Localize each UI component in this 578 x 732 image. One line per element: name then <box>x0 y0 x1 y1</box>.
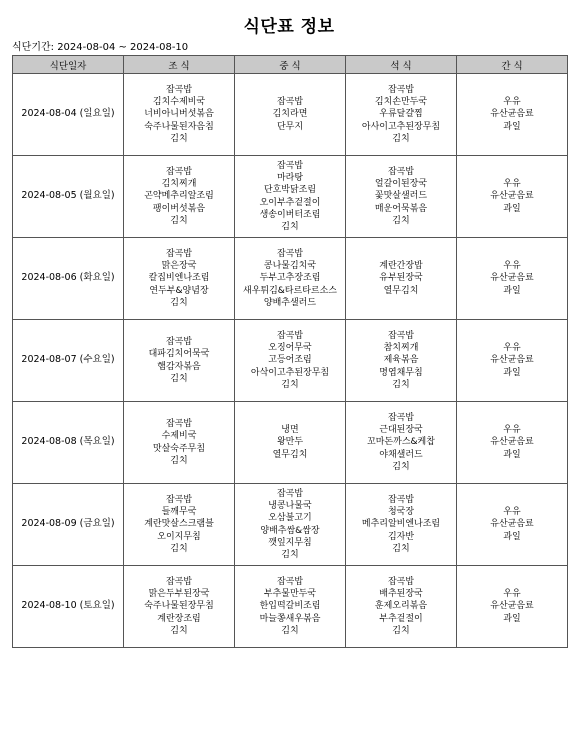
menu-item: 잡곡밥 <box>387 166 415 177</box>
menu-item: 냉면 <box>281 425 299 436</box>
menu-item: 우유 <box>503 425 521 436</box>
snack-cell <box>457 156 568 238</box>
menu-item: 연두부&양념장 <box>149 285 209 296</box>
menu-item: 잡곡밥 <box>165 166 193 177</box>
menu-item: 김치 <box>392 625 410 636</box>
lunch-cell <box>235 484 346 566</box>
menu-item: 우유 <box>503 343 521 354</box>
date-cell: 2024-08-04 (일요일) <box>13 74 124 156</box>
menu-item: 맑은장국 <box>161 261 197 272</box>
menu-item: 생송이버터조림 <box>259 209 321 220</box>
menu-item: 야채샐러드 <box>379 449 423 460</box>
header-lunch: 중 식 <box>235 56 346 74</box>
menu-item: 김치 <box>392 461 410 472</box>
breakfast-cell <box>124 402 235 484</box>
breakfast-cell <box>124 238 235 320</box>
menu-item: 잡곡밥 <box>165 248 193 259</box>
menu-item: 팽이버섯볶음 <box>152 203 206 214</box>
menu-item: 마늘쫑새우볶음 <box>259 613 321 624</box>
menu-item: 과일 <box>503 285 521 296</box>
menu-item: 김치 <box>392 133 410 144</box>
menu-item: 잡곡밥 <box>165 576 193 587</box>
date-cell: 2024-08-05 (월요일) <box>13 156 124 238</box>
breakfast-cell <box>124 74 235 156</box>
menu-item: 김치 <box>281 222 299 233</box>
menu-item: 김치 <box>170 373 188 384</box>
table-row <box>13 156 568 238</box>
menu-item: 우유 <box>503 507 521 518</box>
menu-item: 김치 <box>281 550 299 561</box>
menu-item: 숙주나물된장무침 <box>144 601 214 612</box>
menu-item: 유산균음료 <box>490 355 534 366</box>
menu-item: 유산균음료 <box>490 273 534 284</box>
menu-item: 우유 <box>503 261 521 272</box>
menu-item: 김자반 <box>387 531 415 542</box>
menu-item: 김치 <box>170 297 188 308</box>
snack-cell <box>457 484 568 566</box>
menu-item: 명엽채무침 <box>379 367 423 378</box>
breakfast-cell <box>124 566 235 648</box>
menu-item: 김치찌개 <box>161 179 197 190</box>
menu-item: 과일 <box>503 613 521 624</box>
menu-item: 김치 <box>281 379 299 390</box>
menu-item: 잡곡밥 <box>387 84 415 95</box>
menu-item: 김치 <box>170 625 188 636</box>
menu-item: 과일 <box>503 121 521 132</box>
menu-item: 과일 <box>503 531 521 542</box>
lunch-cell <box>235 566 346 648</box>
menu-item: 메추리알비엔나조림 <box>361 519 441 530</box>
menu-item: 유산균음료 <box>490 519 534 530</box>
menu-item: 꼬마돈까스&케찹 <box>367 437 435 448</box>
menu-item: 제육볶음 <box>383 355 419 366</box>
menu-item: 유산균음료 <box>490 437 534 448</box>
menu-item: 맑은두부된장국 <box>148 589 210 600</box>
menu-item: 김치 <box>170 455 188 466</box>
menu-item: 고등어조림 <box>268 355 312 366</box>
menu-item: 냉콩나물국 <box>268 500 312 511</box>
menu-item: 왕만두 <box>276 437 304 448</box>
table-header-row <box>13 56 568 74</box>
dinner-cell <box>346 402 457 484</box>
menu-item: 과일 <box>503 449 521 460</box>
menu-item: 잡곡밥 <box>165 494 193 505</box>
menu-item: 김치손만두국 <box>374 97 428 108</box>
menu-item: 아삭이고추된장무침 <box>250 367 330 378</box>
menu-item: 김치라면 <box>272 109 308 120</box>
menu-item: 꽃맛살샐러드 <box>374 191 428 202</box>
meal-table <box>12 55 568 648</box>
table-row <box>13 484 568 566</box>
menu-item: 잡곡밥 <box>165 336 193 347</box>
table-row <box>13 320 568 402</box>
menu-item: 곤약메추리알조림 <box>144 191 214 202</box>
menu-item: 단호박닭조림 <box>263 185 317 196</box>
lunch-cell <box>235 74 346 156</box>
header-breakfast: 조 식 <box>124 56 235 74</box>
table-body <box>13 74 568 648</box>
snack-cell <box>457 566 568 648</box>
date-cell: 2024-08-08 (목요일) <box>13 402 124 484</box>
menu-item: 훈제오리볶음 <box>374 601 428 612</box>
menu-item: 오징어무국 <box>268 343 312 354</box>
menu-item: 청국장 <box>387 507 415 518</box>
menu-item: 유산균음료 <box>490 601 534 612</box>
menu-item: 잡곡밥 <box>276 488 304 499</box>
menu-item: 잡곡밥 <box>387 576 415 587</box>
dinner-cell <box>346 238 457 320</box>
page-title: 식단표 정보 <box>243 17 335 37</box>
menu-item: 근대된장국 <box>379 425 423 436</box>
menu-item: 오이지무침 <box>157 531 201 542</box>
menu-item: 양배추샐러드 <box>263 297 317 308</box>
table-row <box>13 402 568 484</box>
meal-period: 식단기간: 2024-08-04 ~ 2024-08-10 <box>12 42 189 53</box>
dinner-cell <box>346 156 457 238</box>
menu-item: 계란간장밥 <box>379 261 423 272</box>
menu-item: 잡곡밥 <box>276 160 304 171</box>
dinner-cell <box>346 484 457 566</box>
menu-item: 깻잎지무침 <box>268 537 312 548</box>
menu-item: 김치 <box>170 543 188 554</box>
breakfast-cell <box>124 156 235 238</box>
menu-item: 김치 <box>170 133 188 144</box>
menu-item: 김치 <box>392 215 410 226</box>
menu-item: 잡곡밥 <box>165 418 193 429</box>
table-row <box>13 566 568 648</box>
menu-item: 계란맛살스크램블 <box>144 519 214 530</box>
table-row <box>13 74 568 156</box>
menu-item: 잡곡밥 <box>387 330 415 341</box>
menu-item: 햄감자볶음 <box>157 361 201 372</box>
snack-cell <box>457 238 568 320</box>
menu-item: 유부된장국 <box>379 273 423 284</box>
menu-item: 우유 <box>503 589 521 600</box>
menu-item: 칼집비엔나조림 <box>148 273 210 284</box>
menu-item: 대파김치어묵국 <box>148 349 210 360</box>
menu-item: 유산균음료 <box>490 109 534 120</box>
menu-item: 배추된장국 <box>379 589 423 600</box>
menu-item: 두부고추장조림 <box>259 273 321 284</box>
menu-item: 콩나물김치국 <box>263 261 317 272</box>
menu-item: 잡곡밥 <box>276 576 304 587</box>
menu-item: 김치 <box>170 215 188 226</box>
date-cell: 2024-08-10 (토요일) <box>13 566 124 648</box>
menu-item: 새우튀김&타르타르소스 <box>243 285 337 296</box>
menu-item: 김치 <box>392 543 410 554</box>
menu-item: 잡곡밥 <box>165 84 193 95</box>
menu-item: 너비아니버섯볶음 <box>144 109 214 120</box>
menu-item: 단무지 <box>276 121 304 132</box>
menu-item: 잡곡밥 <box>276 97 304 108</box>
menu-item: 김치수제비국 <box>152 97 206 108</box>
menu-item: 과일 <box>503 203 521 214</box>
dinner-cell <box>346 74 457 156</box>
menu-item: 유산균음료 <box>490 191 534 202</box>
breakfast-cell <box>124 320 235 402</box>
menu-item: 아사이고추된장무침 <box>361 121 441 132</box>
header-date: 식단일자 <box>13 56 124 74</box>
menu-item: 우유 <box>503 97 521 108</box>
menu-item: 매운어묵볶음 <box>374 203 428 214</box>
menu-item: 김치 <box>281 625 299 636</box>
header-dinner: 석 식 <box>346 56 457 74</box>
menu-item: 계란장조림 <box>157 613 201 624</box>
menu-item: 잡곡밥 <box>387 412 415 423</box>
menu-item: 한입떡갈비조림 <box>259 601 321 612</box>
lunch-cell <box>235 238 346 320</box>
menu-item: 우유 <box>503 179 521 190</box>
menu-item: 잡곡밥 <box>276 248 304 259</box>
menu-item: 오이부추겉절이 <box>259 197 321 208</box>
menu-item: 잡곡밥 <box>387 494 415 505</box>
date-cell: 2024-08-07 (수요일) <box>13 320 124 402</box>
lunch-cell <box>235 402 346 484</box>
menu-item: 오삼불고기 <box>268 513 312 524</box>
menu-item: 얼갈이된장국 <box>374 179 428 190</box>
menu-item: 부추물만두국 <box>263 589 317 600</box>
lunch-cell <box>235 320 346 402</box>
header-snack: 간 식 <box>457 56 568 74</box>
date-cell: 2024-08-09 (금요일) <box>13 484 124 566</box>
menu-item: 양배추쌈&쌈장 <box>260 525 320 536</box>
menu-item: 수제비국 <box>161 431 197 442</box>
dinner-cell <box>346 566 457 648</box>
menu-item: 부추겉절이 <box>379 613 423 624</box>
menu-item: 맛살숙주무침 <box>152 443 206 454</box>
menu-item: 열무김치 <box>272 449 308 460</box>
menu-item: 우류달걀찜 <box>379 109 423 120</box>
menu-item: 마라탕 <box>276 172 304 183</box>
snack-cell <box>457 402 568 484</box>
breakfast-cell <box>124 484 235 566</box>
date-cell: 2024-08-06 (화요일) <box>13 238 124 320</box>
menu-item: 과일 <box>503 367 521 378</box>
menu-item: 잡곡밥 <box>276 330 304 341</box>
snack-cell <box>457 74 568 156</box>
menu-item: 참치찌개 <box>383 343 419 354</box>
menu-item: 들깨무국 <box>161 507 197 518</box>
menu-item: 열무김치 <box>383 285 419 296</box>
dinner-cell <box>346 320 457 402</box>
table-row <box>13 238 568 320</box>
menu-item: 숙주나물된자음침 <box>144 121 214 132</box>
lunch-cell <box>235 156 346 238</box>
snack-cell <box>457 320 568 402</box>
menu-item: 김치 <box>392 379 410 390</box>
